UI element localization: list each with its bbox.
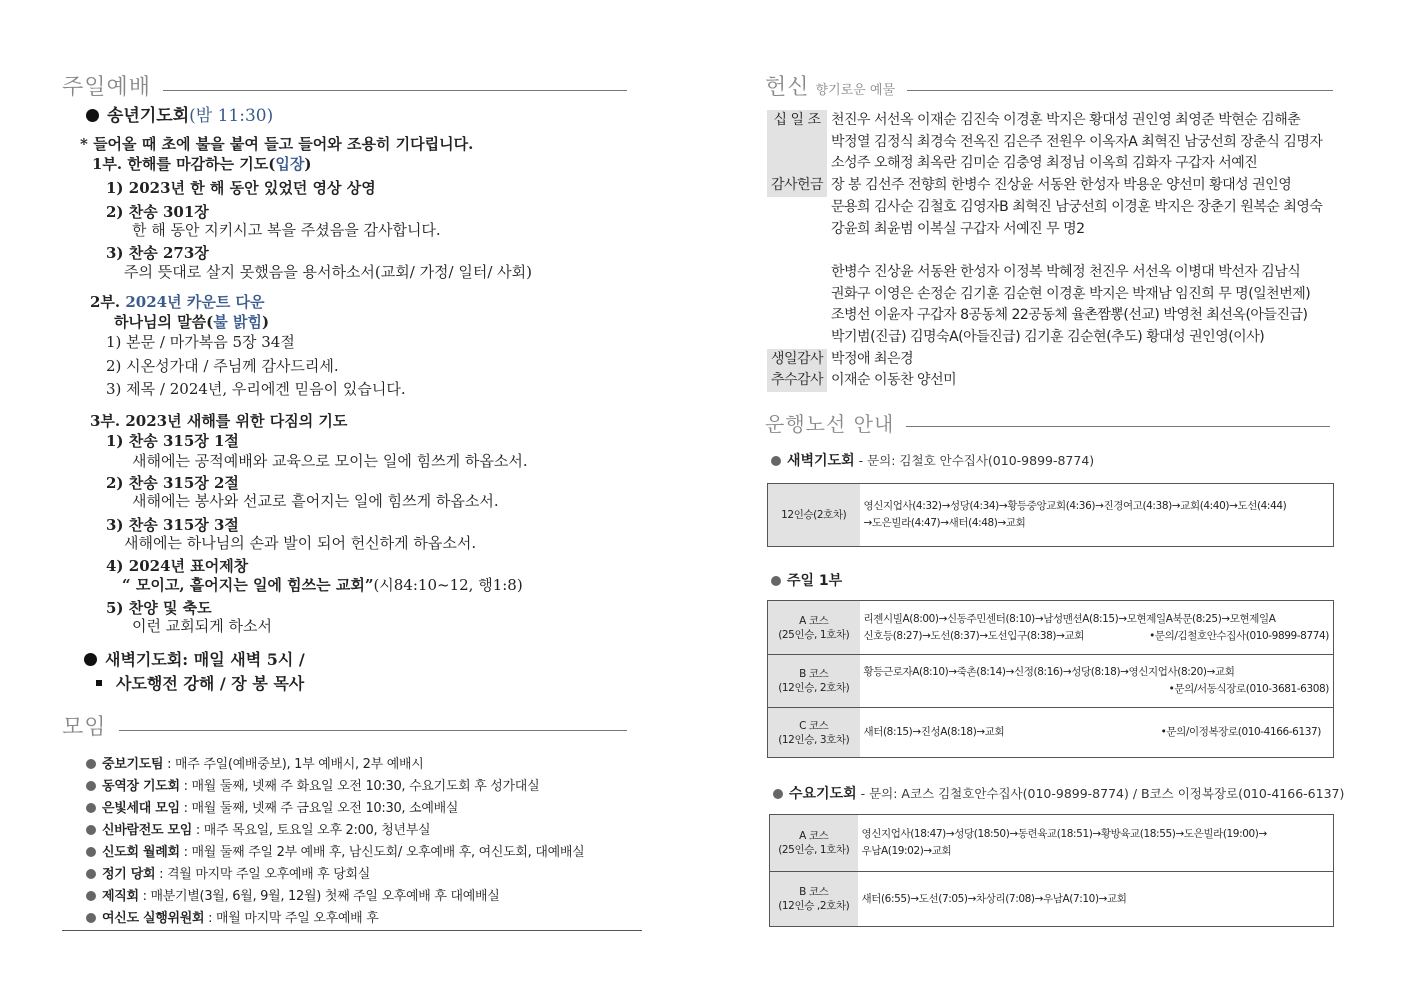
route-cell: 영신지업사(18:47)→성당(18:50)→동련육교(18:51)→황방육교(18:55)→도은빌라(19:00)→ 우남A(19:02)→교회: [858, 815, 1334, 872]
bullet-icon: [86, 847, 96, 857]
offering-row-birthday: [767, 349, 1342, 371]
table-row: [770, 815, 1334, 872]
route-cell: 리젠시빌A(8:00)→신동주민센터(8:10)→남성맨션A(8:15)→모현제일A북문(8:25)→모현제일A 신호등(8:27)→도선(8:37)→도선입구(8:38)→교회 •문의/김철호안수집사(010-9899-8774): [860, 601, 1334, 655]
route-label: B 코스 (12인승, 2호차): [768, 655, 860, 708]
part1-heading: 1부. 한해를 마감하는 기도(입장): [92, 155, 312, 173]
bus-wednesday-table: [769, 814, 1334, 927]
part1-item-1: 1) 2023년 한 해 동안 있었던 영상 상영: [106, 179, 376, 197]
bullet-icon: [771, 576, 781, 586]
part2-item-1: 1) 본문 / 마가복음 5장 34절: [106, 333, 295, 351]
meeting-item: 동역장 기도회 : 매월 둘째, 넷째 주 화요일 오전 10:30, 수요기도회 후 성가대실: [86, 778, 539, 796]
offering-names: 이재순 이동찬 양선미: [831, 372, 957, 389]
route-label: C 코스 (12인승, 3호차): [768, 708, 860, 758]
route-contact: •문의/이정복장로(010-4166-6137): [1160, 726, 1321, 738]
bullet-icon: [86, 913, 96, 923]
divider: [907, 90, 1333, 91]
table-row: [768, 655, 1334, 708]
bus-wednesday-heading: 수요기도회 - 문의: A코스 김철호안수집사(010-9899-8774) / B코스 이정복장로(010-4166-6137): [773, 783, 1344, 803]
meetings-title: 모임: [62, 715, 107, 740]
part1-item-3-detail: 주의 뜻대로 살지 못했음을 용서하소서(교회/ 가정/ 일터/ 사회): [124, 263, 533, 281]
bullet-icon: [86, 803, 96, 813]
table-row: [770, 872, 1334, 927]
bus-sunday-table: [767, 600, 1334, 758]
part3-item-2-detail: 새해에는 봉사와 선교로 흩어지는 일에 힘쓰게 하옵소서.: [132, 492, 499, 510]
meeting-item: 신도회 월례회 : 매월 둘째 주일 2부 예배 후, 남신도회/ 오후예배 후, 여신도회, 대예배실: [86, 844, 584, 862]
table-row: [768, 601, 1334, 655]
offering-names: 장 봉 김선주 전향희 한병수 진상윤 서동완 한성자 박용운 양선미 황대성 권인영 문용희 김사순 김철호 김영자B 최혁진 남궁선희 이경훈 박지은 장춘기 원복순 최영숙 강윤희 최윤범 이복실 구갑자 서예진 무 명2 한병수 진상윤 서동완 한성자 이정복 박혜정 천진우 서선옥 이병대 박선자 김남식 권화구 이영은 손정순 김기훈 김순현 이경훈 박지은 박재남 임진희 무 명(일천번제) 조병선 이윤자 구갑자 8공동체 22공동체 율촌짬뽕(선교) 박영천 최선옥(아들진급) 박기범(진급) 김명숙A(아들진급) 김기훈 김순현(추도) 황대성 권인영(이사): [831, 177, 1323, 346]
part2-item-2: 2) 시온성가대 / 주님께 감사드리세.: [106, 357, 339, 375]
offering-label: 추수감사: [767, 370, 827, 392]
footer-divider: [62, 930, 642, 931]
route-contact: •문의/김철호안수집사(010-9899-8774): [1149, 629, 1329, 642]
part3-item-3-detail: 새해에는 하나님의 손과 발이 되어 헌신하게 하옵소서.: [124, 534, 477, 552]
offering-row-thanks: [767, 175, 1342, 349]
bullet-icon: [86, 781, 96, 791]
bus-title: 운행노선 안내: [765, 412, 895, 436]
meetings-section-header: [62, 710, 627, 741]
meeting-item: 신바람전도 모임 : 매주 목요일, 토요일 오후 2:00, 청년부실: [86, 822, 430, 840]
part3-item-3: 3) 찬송 315장 3절: [106, 516, 239, 534]
meeting-item: 중보기도팀 : 매주 주일(예배중보), 1부 예배시, 2부 예배시: [86, 756, 423, 774]
meeting-item: 여신도 실행위원회 : 매월 마지막 주일 오후예배 후: [86, 910, 378, 928]
offering-title: 헌신: [765, 75, 810, 100]
part1-item-3: 3) 찬송 273장: [106, 244, 209, 262]
part3-item-5-detail: 이런 교회되게 하소서: [132, 617, 272, 635]
part2-heading: 2부. 2024년 카운트 다운: [90, 293, 265, 311]
part3-item-1: 1) 찬송 315장 1절: [106, 432, 239, 450]
worship-section-header: [62, 70, 627, 101]
night-prayer-heading: 송년기도회(밤 11:30): [86, 106, 273, 126]
table-row: [768, 708, 1334, 758]
bus-dawn-table: [767, 483, 1334, 547]
worship-title: 주일예배: [62, 75, 152, 100]
meeting-item: 제직회 : 매분기별(3월, 6월, 9월, 12월) 첫째 주일 오후예배 후 대예배실: [86, 888, 500, 906]
meeting-item: 은빛세대 모임 : 매월 둘째, 넷째 주 금요일 오전 10:30, 소예배실: [86, 800, 458, 818]
offering-label: 생일감사: [767, 349, 827, 371]
divider: [906, 426, 1330, 427]
square-bullet-icon: [96, 680, 102, 686]
offering-row-harvest: [767, 370, 1342, 392]
route-cell: 영신지업사(4:32)→성당(4:34)→황등중앙교회(4:36)→진경여고(4:38)→교회(4:40)→도선(4:44) →도은빌라(4:47)→새터(4:48)→교회: [860, 484, 1334, 547]
offering-row-tithe: [767, 110, 1342, 175]
part2-word: 하나님의 말씀(불 밝힘): [114, 313, 270, 331]
bullet-icon: [86, 759, 96, 769]
part3-item-1-detail: 새해에는 공적예배와 교육으로 모이는 일에 힘쓰게 하옵소서.: [132, 452, 528, 470]
part3-item-5: 5) 찬양 및 축도: [106, 599, 212, 617]
part1-item-2-detail: 한 해 동안 지키시고 복을 주셨음을 감사합니다.: [132, 221, 441, 239]
offering-names: 박정애 최은경: [831, 350, 914, 367]
part3-item-4: 4) 2024년 표어제창: [106, 557, 249, 575]
offering-names: 천진우 서선옥 이재순 김진숙 이경훈 박지은 황대성 권인영 최영준 박현순 김해춘 박정열 김정식 최경숙 전옥진 김은주 전원우 이옥자A 최혁진 남궁선희 장춘식 김명자 소성주 오해정 최옥란 김미순 김충영 최정님 이옥희 김화자 구갑자 서예진: [831, 112, 1323, 172]
offering-subtitle: 향기로운 예물: [815, 83, 895, 98]
route-cell: 새터(6:55)→도선(7:05)→차상리(7:08)→우남A(7:10)→교회: [858, 872, 1334, 927]
route-cell: 황등근로자A(8:10)→죽촌(8:14)→신정(8:16)→성당(8:18)→영신지업사(8:20)→교회 •문의/서동식장로(010-3681-6308): [860, 655, 1334, 708]
route-label: B 코스 (12인승 ,2호차): [770, 872, 858, 927]
meeting-item: 정기 당회 : 격월 마지막 주일 오후예배 후 당회실: [86, 866, 370, 884]
route-label: 12인승(2호차): [768, 484, 860, 547]
part3-item-2: 2) 찬송 315장 2절: [106, 474, 239, 492]
bullet-icon: [773, 789, 783, 799]
table-row: [768, 484, 1334, 547]
route-label: A 코스 (25인승, 1호차): [770, 815, 858, 872]
dawn-prayer-notice: 새벽기도회: 매일 새벽 5시 /: [84, 650, 305, 670]
bus-sunday-heading: 주일 1부: [771, 570, 842, 590]
bus-dawn-heading: 새벽기도회 - 문의: 김철호 안수집사(010-9899-8774): [771, 450, 1094, 470]
offering-section-header: [765, 70, 1333, 101]
bus-section-header: [765, 408, 1330, 437]
divider: [163, 90, 627, 91]
bullet-icon: [771, 456, 781, 466]
route-label: A 코스 (25인승, 1호차): [768, 601, 860, 655]
instruction-note: * 들어올 때 초에 불을 붙여 들고 들어와 조용히 기다립니다.: [80, 135, 474, 153]
part3-item-4-detail: “ 모이고, 흩어지는 일에 힘쓰는 교회”(시84:10~12, 행1:8): [122, 576, 523, 594]
bullet-icon: [86, 869, 96, 879]
route-contact: •문의/서동식장로(010-3681-6308): [1168, 683, 1329, 695]
bullet-icon: [84, 653, 97, 666]
bullet-icon: [86, 825, 96, 835]
part3-heading: 3부. 2023년 새해를 위한 다짐의 기도: [90, 412, 348, 430]
route-cell: 새터(8:15)→진성A(8:18)→교회 •문의/이정복장로(010-4166-6137): [860, 708, 1334, 758]
offering-list: [767, 110, 1342, 392]
part1-item-2: 2) 찬송 301장: [106, 203, 209, 221]
part2-item-3: 3) 제목 / 2024년, 우리에겐 믿음이 있습니다.: [106, 380, 406, 398]
offering-label: 감사헌금: [767, 175, 827, 197]
divider: [119, 730, 627, 731]
dawn-prayer-sub: 사도행전 강해 / 장 봉 목사: [96, 674, 304, 694]
offering-label: 십 일 조: [767, 110, 827, 175]
bullet-icon: [86, 891, 96, 901]
bullet-icon: [86, 109, 99, 122]
